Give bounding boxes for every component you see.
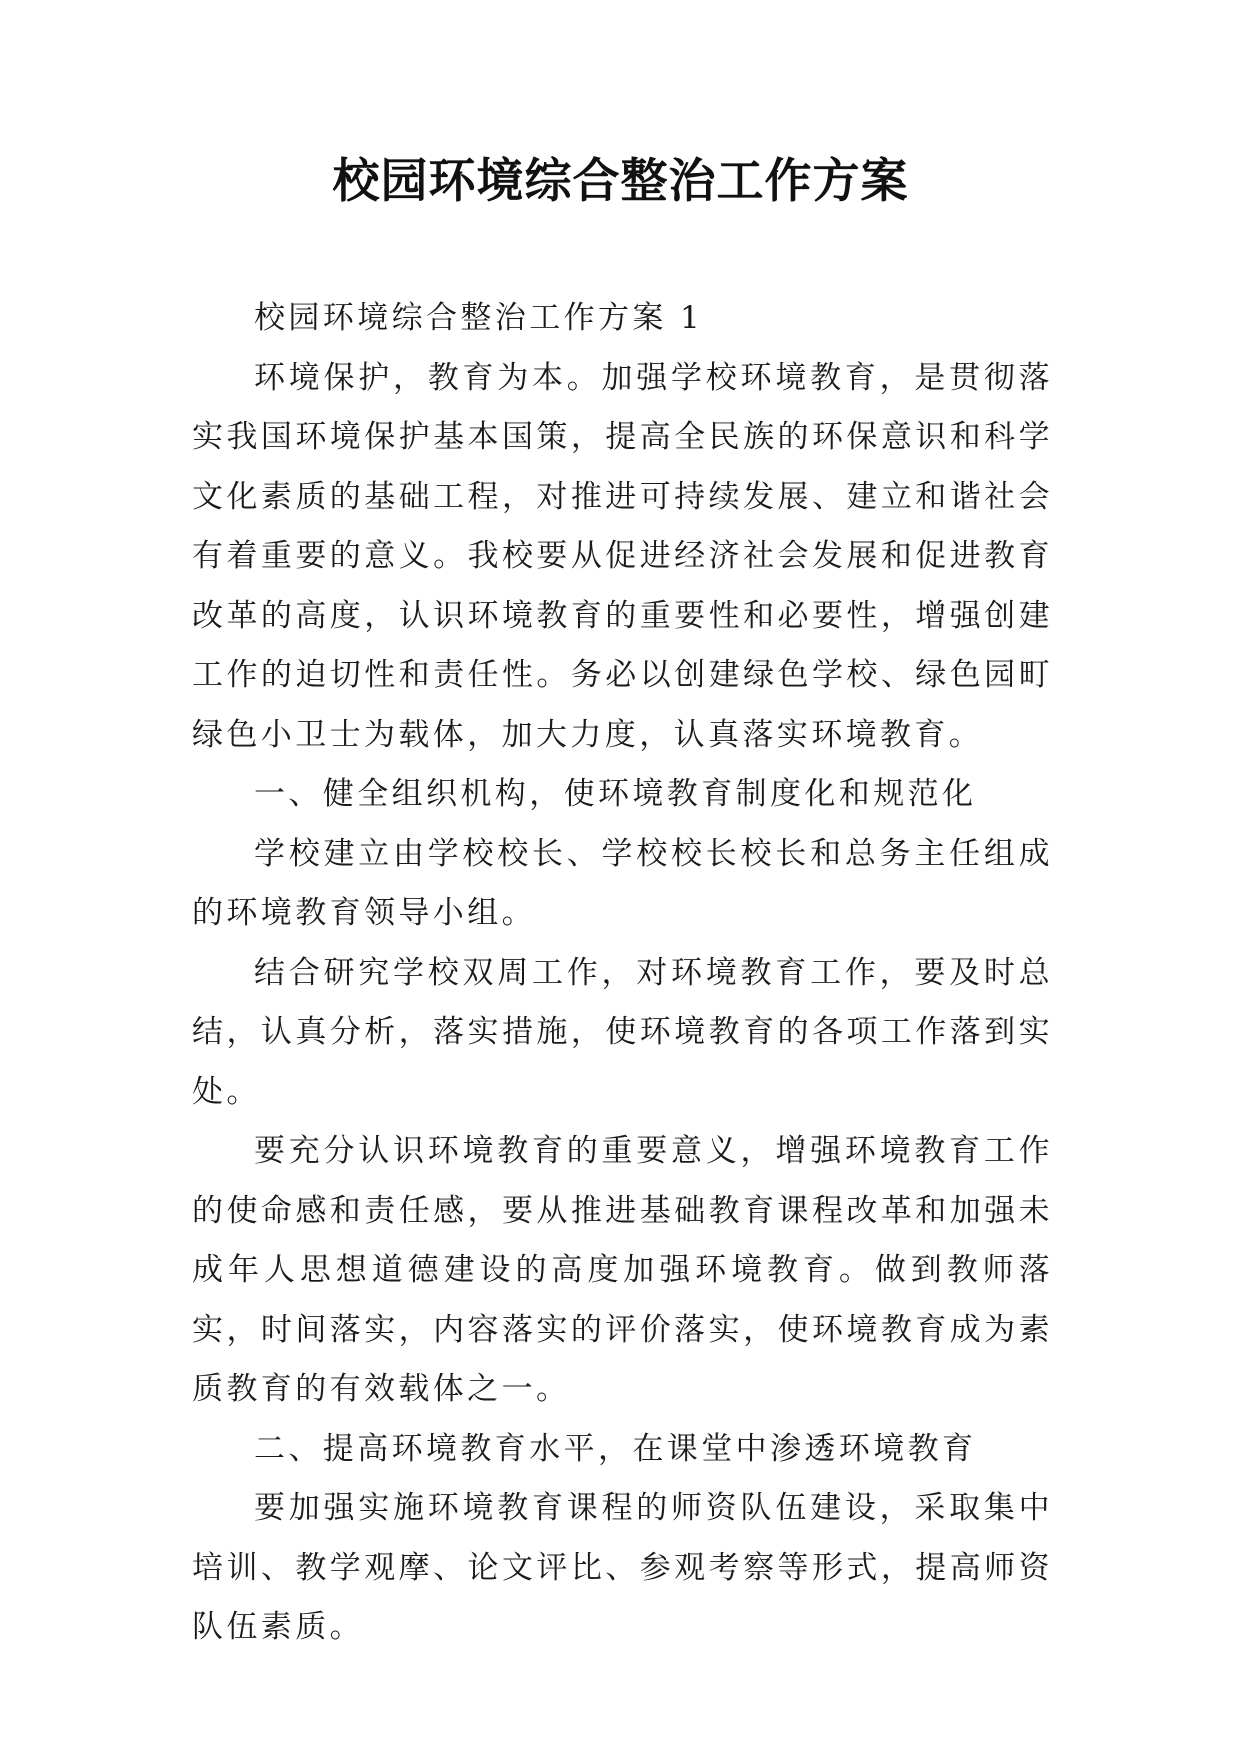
- body-paragraph: 要充分认识环境教育的重要意义，增强环境教育工作的使命感和责任感，要从推进基础教育课程改革和加强未成年人思想道德建设的高度加强环境教育。做到教师落实，时间落实，内容落实的评价落实，使环境教育成为素质教育的有效载体之一。: [192, 1133, 1053, 1407]
- document-body: [192, 289, 1053, 1658]
- body-paragraph: 要加强实施环境教育课程的师资队伍建设，采取集中培训、教学观摩、论文评比、参观考察等形式，提高师资队伍素质。: [192, 1490, 1053, 1645]
- section-heading: 校园环境综合整治工作方案 1: [254, 300, 704, 336]
- document-title: 校园环境综合整治工作方案: [332, 154, 909, 209]
- section-heading: 二、提高环境教育水平，在课堂中渗透环境教育: [254, 1430, 977, 1467]
- body-paragraph: 学校建立由学校校长、学校校长校长和总务主任组成的环境教育领导小组。: [192, 835, 1053, 931]
- body-paragraph: 结合研究学校双周工作，对环境教育工作，要及时总结，认真分析，落实措施，使环境教育的各项工作落到实处。: [192, 954, 1053, 1110]
- section-heading: 一、健全组织机构，使环境教育制度化和规范化: [254, 776, 977, 812]
- body-paragraph: 环境保护，教育为本。加强学校环境教育，是贯彻落实我国环境保护基本国策，提高全民族的环保意识和科学文化素质的基础工程，对推进可持续发展、建立和谐社会有着重要的意义。我校要从促进经济社会发展和促进教育改革的高度，认识环境教育的重要性和必要性，增强创建工作的迫切性和责任性。务必以创建绿色学校、绿色园町绿色小卫士为载体，加大力度，认真落实环境教育。: [192, 359, 1053, 753]
